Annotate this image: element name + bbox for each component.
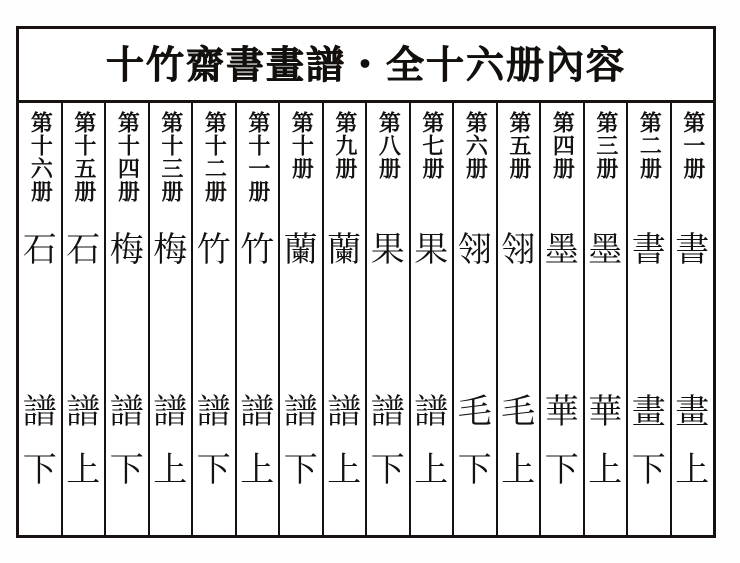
volume-title-bottom: 譜 [153,392,188,432]
volume-index: 第十三册 [157,111,184,203]
volume-title-top: 竹 [240,230,275,270]
volume-title-bottom: 譜 [283,392,318,432]
volume-index: 第十五册 [70,111,97,203]
volume-title-top: 蘭 [283,230,318,270]
volume-column [278,103,322,535]
volume-title-bottom: 譜 [370,392,405,432]
volume-column [104,103,148,535]
volume-index: 第四册 [549,111,576,180]
volume-index: 第十四册 [114,111,141,203]
volume-part: 下 [283,450,318,490]
volume-index: 第九册 [331,111,358,180]
volume-column [496,103,540,535]
volume-part: 下 [631,450,666,490]
volume-title-bottom: 毛 [457,392,492,432]
volume-part: 下 [196,450,231,490]
volume-column [365,103,409,535]
volume-title-top: 石 [66,230,101,270]
volume-part: 下 [370,450,405,490]
volume-index: 第六册 [462,111,489,180]
volume-title-top: 書 [631,230,666,270]
volume-title-top: 果 [414,230,449,270]
volume-index: 第三册 [592,111,619,180]
volume-part: 上 [66,450,101,490]
volume-index: 第一册 [679,111,706,180]
volume-title-top: 翎 [457,230,492,270]
volume-title-top: 梅 [109,230,144,270]
volume-part: 上 [501,450,536,490]
volume-column [670,103,714,535]
volume-column [409,103,453,535]
volume-title-top: 果 [370,230,405,270]
volume-title-bottom: 華 [544,392,579,432]
volume-index: 第十二册 [201,111,228,203]
volume-column [19,103,61,535]
volume-columns [19,103,713,535]
volume-index: 第五册 [505,111,532,180]
volume-title-top: 翎 [501,230,536,270]
volume-title-bottom: 畫 [631,392,666,432]
volume-index: 第七册 [418,111,445,180]
volume-index: 第十册 [288,111,315,180]
volume-column [452,103,496,535]
volume-column [235,103,279,535]
volume-column [191,103,235,535]
volume-title-bottom: 譜 [240,392,275,432]
volume-column [61,103,105,535]
volume-title-top: 墨 [544,230,579,270]
volume-title-bottom: 譜 [327,392,362,432]
volume-title-bottom: 譜 [22,392,57,432]
volume-column [626,103,670,535]
volume-part: 上 [327,450,362,490]
volume-part: 上 [588,450,623,490]
volume-title-bottom: 毛 [501,392,536,432]
volume-part: 下 [22,450,57,490]
volume-part: 上 [675,450,710,490]
volume-title-bottom: 華 [588,392,623,432]
volume-index: 第十六册 [27,111,54,203]
volume-title-bottom: 譜 [109,392,144,432]
page-title: 十竹齋書畫譜・全十六册內容 [105,41,626,87]
volume-column [583,103,627,535]
volume-index: 第八册 [375,111,402,180]
volume-title-top: 竹 [196,230,231,270]
title-band [19,29,713,103]
volume-title-top: 梅 [153,230,188,270]
contents-table [16,26,716,538]
volume-column [539,103,583,535]
volume-part: 上 [240,450,275,490]
volume-title-bottom: 譜 [414,392,449,432]
volume-title-top: 墨 [588,230,623,270]
volume-title-top: 石 [22,230,57,270]
volume-part: 上 [153,450,188,490]
volume-title-bottom: 譜 [66,392,101,432]
volume-column [322,103,366,535]
volume-part: 下 [544,450,579,490]
volume-column [148,103,192,535]
volume-title-top: 書 [675,230,710,270]
volume-part: 上 [414,450,449,490]
volume-index: 第十一册 [244,111,271,203]
volume-index: 第二册 [636,111,663,180]
volume-part: 下 [109,450,144,490]
volume-title-top: 蘭 [327,230,362,270]
volume-title-bottom: 譜 [196,392,231,432]
volume-title-bottom: 畫 [675,392,710,432]
volume-part: 下 [457,450,492,490]
